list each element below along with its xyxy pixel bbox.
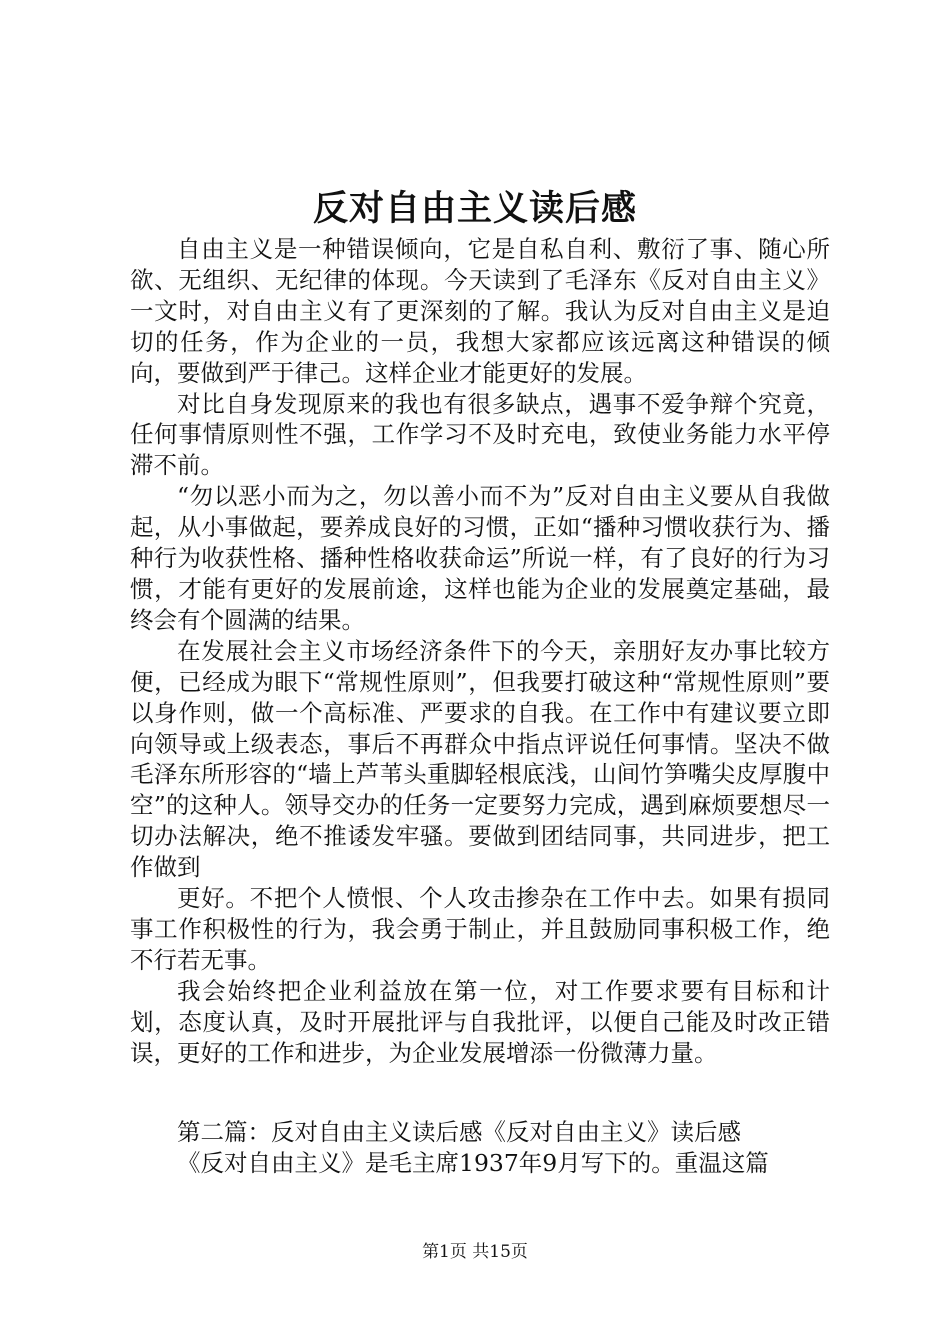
paragraph-1: 自由主义是一种错误倾向，它是自私自利、敷衍了事、随心所欲、无组织、无纪律的体现。今天读到了毛泽东《反对自由主义》一文时，对自由主义有了更深刻的了解。我认为反对自由主义是迫切的任务，作为企业的一员，我想大家都应该远离这种错误的倾向，要做到严于律己。这样企业才能更好的发展。 (130, 235, 830, 387)
page-number-footer: 第1页 共15页 (422, 1242, 528, 1262)
paragraph-4: 在发展社会主义市场经济条件下的今天，亲朋好友办事比较方便，已经成为眼下“常规性原则”，但我要打破这种“常规性原则”要以身作则，做一个高标准、严要求的自我。在工作中有建议要立即向领导或上级表态，事后不再群众中指点评说任何事情。坚决不做毛泽东所形容的“墙上芦苇头重脚轻根底浅，山间竹笋嘴尖皮厚腹中空”的这种人。领导交办的任务一定要努力完成，遇到麻烦要想尽一切办法解决，绝不推诿发牢骚。要做到团结同事，共同进步，把工作做到 (130, 636, 830, 882)
paragraph-2: 对比自身发现原来的我也有很多缺点，遇事不爱争辩个究竟，任何事情原则性不强，工作学习不及时充电，致使业务能力水平停滞不前。 (130, 389, 830, 480)
second-article-first-line: 《反对自由主义》是毛主席1937年9月写下的。重温这篇 (177, 1148, 769, 1177)
paragraph-3: “勿以恶小而为之，勿以善小而不为”反对自由主义要从自我做起，从小事做起，要养成良好的习惯，正如“播种习惯收获行为、播种行为收获性格、播种性格收获命运”所说一样，有了良好的行为习惯，才能有更好的发展前途，这样也能为企业的发展奠定基础，最终会有个圆满的结果。 (130, 482, 830, 634)
second-article-heading: 第二篇：反对自由主义读后感《反对自由主义》读后感 (177, 1118, 741, 1146)
paragraph-6: 我会始终把企业利益放在第一位，对工作要求要有目标和计划，态度认真，及时开展批评与自我批评，以便自己能及时改正错误，更好的工作和进步，为企业发展增添一份微薄力量。 (130, 976, 830, 1067)
document-body (130, 234, 830, 1068)
document-title: 反对自由主义读后感 (312, 188, 637, 229)
second-article (130, 1117, 850, 1179)
paragraph-5: 更好。不把个人愤恨、个人攻击掺杂在工作中去。如果有损同事工作积极性的行为，我会勇于制止，并且鼓励同事积极工作，绝不行若无事。 (130, 884, 830, 974)
